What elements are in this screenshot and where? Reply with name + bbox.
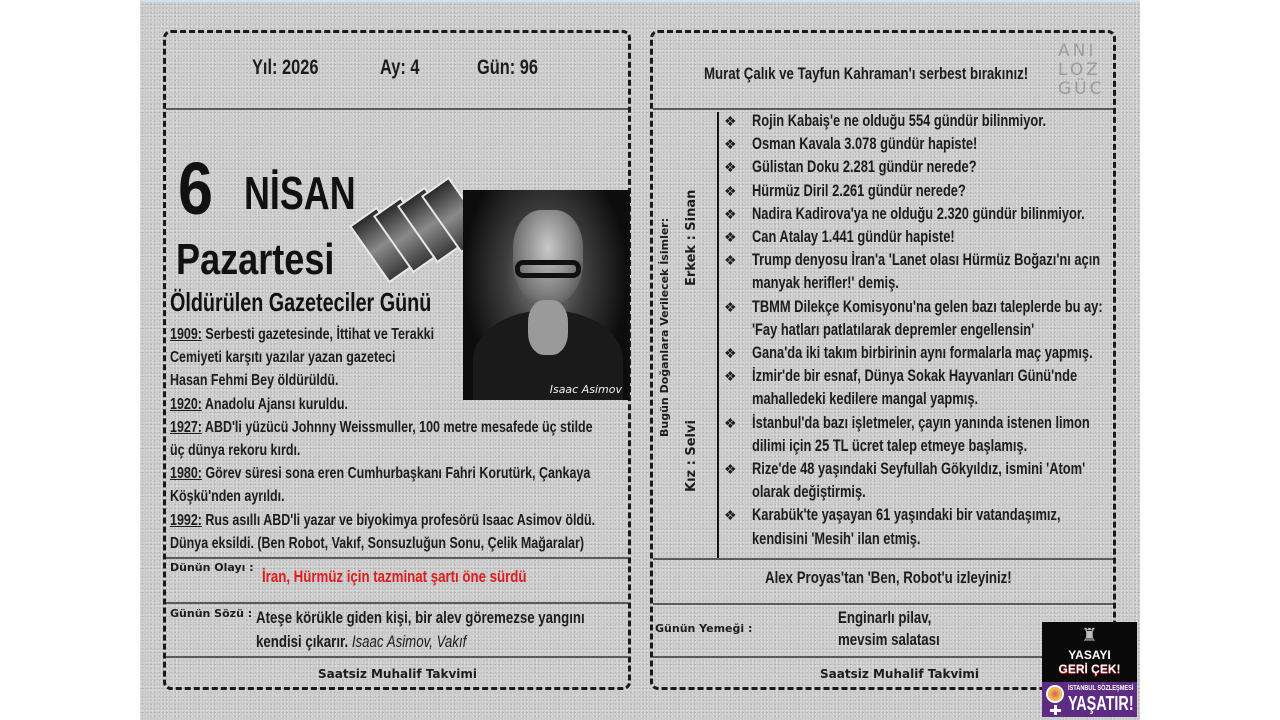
movie-recommendation: Alex Proyas'tan 'Ben, Robot'u izleyiniz! xyxy=(765,568,1012,587)
meal-of-the-day: Enginarlı pilav, mevsim salatası xyxy=(838,608,940,649)
badge-withdraw-law: ♜ YASAYI GERİ ÇEK! xyxy=(1042,622,1137,682)
news-item: ❖ Nadira Kadirova'ya ne olduğu 2.320 gündür bilinmiyor. xyxy=(724,203,1114,226)
diamond-bullet-icon: ❖ xyxy=(724,182,737,199)
news-item: ❖ İzmir'de bir esnaf, Dünya Sokak Hayvanları Günü'nde mahalledeki kedilere mangal yapmış. xyxy=(724,367,1078,409)
event-1927: 1927: ABD'li yüzücü Johnny Weissmuller, 100 metre mesafede üç stilde xyxy=(170,418,593,436)
event-line: Dünya eksildi. (Ben Robot, Vakıf, Sonsuzluğun Sonu, Çelik Mağaralar) xyxy=(170,534,584,552)
day-of-year-label: Gün: 96 xyxy=(477,56,538,79)
freedom-message: Murat Çalık ve Tayfun Kahraman'ı serbest bırakınız! xyxy=(704,64,1029,83)
right-footer: Saatsiz Muhalif Takvimi xyxy=(820,667,980,681)
event-line: üç dünya rekoru kırdı. xyxy=(170,442,301,460)
quote-label: Günün Sözü : xyxy=(170,607,253,620)
diamond-bullet-icon: ❖ xyxy=(724,159,737,176)
news-item: ❖ Hürmüz Diril 2.261 gündür nerede? xyxy=(724,180,1114,203)
historical-events-list xyxy=(170,323,628,555)
anilozguc-logo: ANI LOZ GÜC xyxy=(1058,41,1105,99)
news-item: ❖ TBMM Dilekçe Komisyonu'na gelen bazı taleplerde bu ay: 'Fay hatları patlatılarak depremler engellensin' xyxy=(724,297,1103,339)
quote-line: kendisi çıkarır. Isaac Asimov, Vakıf xyxy=(256,632,467,651)
news-item: ❖ Karabük'te yaşayan 61 yaşındaki bir vatandaşımız, kendisini 'Mesih' ilan etmiş. xyxy=(724,506,1061,548)
diamond-bullet-icon: ❖ xyxy=(724,368,737,385)
month-number-label: Ay: 4 xyxy=(380,56,420,79)
news-item: ❖ Gülistan Doku 2.281 gündür nerede? xyxy=(724,156,1114,179)
names-divider xyxy=(717,112,719,558)
news-item: ❖ Gana'da iki takım birbirinin aynı formalarla maç yapmış. xyxy=(724,342,1114,365)
news-item: ❖ İstanbul'da bazı işletmeler, çayın yanında istenen limon dilimi için 25 TL ücret talep etmeye başlamış. xyxy=(724,413,1090,455)
diamond-bullet-icon: ❖ xyxy=(724,113,737,129)
left-footer: Saatsiz Muhalif Takvimi xyxy=(318,667,478,681)
girl-name: Kız : Selvi xyxy=(684,420,699,492)
diamond-bullet-icon: ❖ xyxy=(724,345,737,362)
portrait-caption: Isaac Asimov xyxy=(549,383,622,396)
badge-convention: İSTANBUL SÖZLEŞMESİ YAŞATIR! xyxy=(1042,682,1137,717)
event-1992: 1992: Rus asıllı ABD'li yazar ve biyokimya profesörü Isaac Asimov öldü. xyxy=(170,511,596,529)
event-1920: 1920: Anadolu Ajansı kuruldu. xyxy=(170,395,348,413)
istanbul-convention-badge xyxy=(1042,622,1137,717)
baby-names-title: Bugün Doğanlara Verilecek İsimler: xyxy=(658,217,671,437)
divider xyxy=(166,602,628,604)
diamond-bullet-icon: ❖ xyxy=(724,461,737,478)
news-item: ❖ Rojin Kabaiş'e ne olduğu 554 gündür bilinmiyor. xyxy=(724,110,1114,133)
cat-silhouette-icon: ♜ xyxy=(1081,625,1098,645)
news-item: ❖ Rize'de 48 yaşındaki Seyfullah Gökyıldız, ismini 'Atom' olarak değiştirmiş. xyxy=(724,460,1086,502)
divider xyxy=(166,557,628,559)
quote-of-the-day xyxy=(256,606,677,654)
diamond-bullet-icon: ❖ xyxy=(724,298,737,315)
event-1980: 1980: Görev süresi sona eren Cumhurbaşkanı Fahri Korutürk, Çankaya xyxy=(170,465,591,483)
portrait-glasses xyxy=(515,260,581,278)
divider xyxy=(166,656,628,658)
diamond-bullet-icon: ❖ xyxy=(724,414,737,431)
event-line: Cemiyeti karşıtı yazılar yazan gazeteci xyxy=(170,349,396,367)
event-line: Köşkü'nden ayrıldı. xyxy=(170,488,285,506)
venus-symbol-icon xyxy=(1046,685,1064,703)
news-list xyxy=(724,110,1114,551)
boy-name: Erkek : Sinan xyxy=(684,189,699,286)
diamond-bullet-icon: ❖ xyxy=(724,252,737,269)
news-item: ❖ Osman Kavala 3.078 gündür hapiste! xyxy=(724,133,1114,156)
special-day-title: Öldürülen Gazeteciler Günü xyxy=(170,287,432,317)
news-item: ❖ Can Atalay 1.441 gündür hapiste! xyxy=(724,226,1114,249)
yesterday-label: Dünün Olayı : xyxy=(170,561,254,574)
quote-line: Ateşe körükle giden kişi, bir alev göremezse yangını xyxy=(256,608,585,627)
month-name: NİSAN xyxy=(244,167,356,219)
event-line: Hasan Fehmi Bey öldürüldü. xyxy=(170,372,339,390)
day-number: 6 xyxy=(178,147,213,230)
event-1909: 1909: Serbesti gazetesinde, İttihat ve Terakki xyxy=(170,326,435,343)
news-item: ❖ Trump denyosu İran'a 'Lanet olası Hürmüz Boğazı'nı açın manyak herifler!' demiş. xyxy=(724,251,1101,293)
diamond-bullet-icon: ❖ xyxy=(724,229,737,246)
diamond-bullet-icon: ❖ xyxy=(724,507,737,524)
divider xyxy=(653,558,1113,560)
year-label: Yıl: 2026 xyxy=(252,56,319,79)
portrait-head xyxy=(513,210,583,305)
weekday: Pazartesi xyxy=(176,235,335,284)
diamond-bullet-icon: ❖ xyxy=(724,136,737,153)
quote-author: Isaac Asimov, Vakıf xyxy=(351,632,467,651)
divider xyxy=(166,108,628,110)
meal-label: Günün Yemeği : xyxy=(655,622,753,635)
divider xyxy=(653,603,1113,605)
diamond-bullet-icon: ❖ xyxy=(724,205,737,222)
yesterday-headline: İran, Hürmüz için tazminat şartı öne sürdü xyxy=(262,567,527,586)
